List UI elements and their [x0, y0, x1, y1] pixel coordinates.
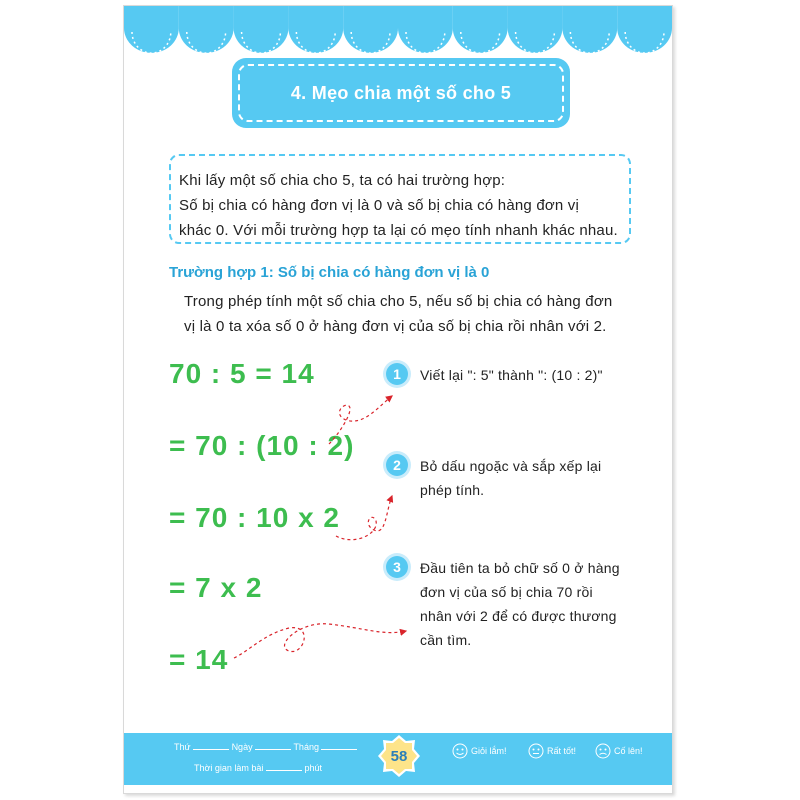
case-heading: Trường hợp 1: Số bị chia có hàng đơn vị là 0 — [169, 264, 490, 281]
rating-very-good[interactable] — [547, 746, 576, 756]
step-text-line: nhân với 2 để có được thương — [420, 608, 617, 624]
date-label: Ngày — [231, 742, 253, 752]
arrow-step-2 — [336, 496, 392, 540]
intro-line: khác 0. Với mỗi trường hợp ta lại có mẹo tính nhanh khác nhau. — [179, 222, 618, 239]
date-blank[interactable] — [255, 749, 291, 750]
step-number-badge: 3 — [386, 556, 408, 578]
time-fields — [194, 763, 322, 773]
page-title: 4. Mẹo chia một số cho 5 — [290, 82, 512, 103]
step-text-line: đơn vị của số bị chia 70 rồi — [420, 584, 593, 600]
smiley-icon — [594, 742, 612, 760]
scalloped-border-decoration — [124, 6, 672, 56]
case-description — [184, 289, 612, 339]
equation-line: = 70 : (10 : 2) — [169, 430, 355, 461]
time-label: Thời gian làm bài — [194, 763, 264, 773]
equation-line: 70 : 5 = 14 — [169, 358, 315, 389]
step-text-line: cần tìm. — [420, 632, 472, 648]
step-number-badge: 1 — [386, 363, 408, 385]
step-text — [420, 363, 660, 387]
rating-label: Cố lên! — [614, 746, 643, 756]
month-label: Tháng — [293, 742, 319, 752]
date-fields — [174, 742, 357, 752]
time-blank[interactable] — [266, 770, 302, 771]
step-text-line: Viết lại ": 5" thành ": (10 : 2)" — [420, 367, 603, 383]
step-number-badge: 2 — [386, 454, 408, 476]
case-desc-line: vị là 0 ta xóa số 0 ở hàng đơn vị của số bị chia rồi nhân với 2. — [184, 318, 607, 335]
intro-box — [169, 154, 631, 244]
workbook-page — [123, 5, 673, 794]
smiley-icon — [527, 742, 545, 760]
equation-line: = 7 x 2 — [169, 572, 263, 603]
title-banner — [232, 58, 570, 128]
minute-label: phút — [304, 763, 322, 773]
intro-line: Khi lấy một số chia cho 5, ta có hai trường hợp: — [179, 172, 506, 189]
smiley-icon — [451, 742, 469, 760]
day-blank[interactable] — [193, 749, 229, 750]
rating-try-harder[interactable] — [614, 746, 643, 756]
step-text-line: Đầu tiên ta bỏ chữ số 0 ở hàng — [420, 560, 620, 576]
page-number: 58 — [390, 747, 408, 765]
rating-label: Giỏi lắm! — [471, 746, 507, 756]
case-desc-line: Trong phép tính một số chia cho 5, nếu số bị chia có hàng đơn — [184, 293, 613, 310]
rating-label: Rất tốt! — [547, 746, 577, 756]
arrow-step-3 — [234, 624, 406, 658]
step-text — [420, 454, 660, 502]
step-text — [420, 556, 660, 652]
month-blank[interactable] — [321, 749, 357, 750]
step-text-line: phép tính. — [420, 482, 485, 498]
day-label: Thứ — [174, 742, 191, 752]
equation-line: = 70 : 10 x 2 — [169, 502, 341, 533]
equation-line: = 14 — [169, 644, 229, 675]
page-number-badge — [377, 734, 421, 778]
intro-line: Số bị chia có hàng đơn vị là 0 và số bị chia có hàng đơn vị — [179, 197, 580, 214]
rating-great[interactable] — [471, 746, 507, 756]
step-text-line: Bỏ dấu ngoặc và sắp xếp lại — [420, 458, 602, 474]
